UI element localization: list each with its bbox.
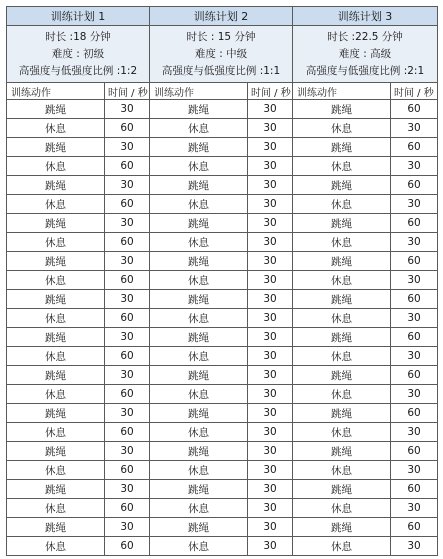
plan-2-action-cell: 跳绳: [150, 442, 248, 461]
plan-1-action-cell: 跳绳: [7, 214, 105, 233]
plan-2-time-cell: 30: [248, 461, 293, 480]
plan-2-info: [150, 26, 293, 83]
plan-1-action-cell: 跳绳: [7, 404, 105, 423]
plan-2-action-cell: 跳绳: [150, 328, 248, 347]
plan-1-action-cell: 休息: [7, 119, 105, 138]
table-row: [7, 499, 438, 518]
plan-3-time-cell: 60: [391, 518, 438, 537]
plan-1-time-cell: 60: [105, 499, 150, 518]
plan-3-action-cell: 休息: [293, 347, 391, 366]
plan-1-time-cell: 60: [105, 537, 150, 556]
plan-2-action-cell: 跳绳: [150, 176, 248, 195]
plan-2-time-cell: 30: [248, 385, 293, 404]
training-plans-table-container: [6, 6, 437, 556]
plan-3-action-cell: 休息: [293, 423, 391, 442]
plan-1-time-cell: 30: [105, 252, 150, 271]
plan-3-action-cell: 休息: [293, 309, 391, 328]
plan-1-action-cell: 休息: [7, 233, 105, 252]
plan-3-time-cell: 30: [391, 537, 438, 556]
plan-1-action-cell: 跳绳: [7, 518, 105, 537]
plan-1-title: 训练计划 1: [7, 7, 150, 26]
table-row: [7, 404, 438, 423]
plan-3-time-header: 时间 / 秒: [391, 83, 438, 100]
plan-3-time-cell: 60: [391, 252, 438, 271]
plan-3-action-cell: 休息: [293, 233, 391, 252]
plan-2-time-cell: 30: [248, 176, 293, 195]
table-row: [7, 518, 438, 537]
plan-1-time-cell: 30: [105, 480, 150, 499]
plan-1-time-header: 时间 / 秒: [105, 83, 150, 100]
plan-2-time-cell: 30: [248, 157, 293, 176]
plan-title-row: [7, 7, 438, 26]
plan-3-title: 训练计划 3: [293, 7, 438, 26]
plan-1-action-cell: 休息: [7, 309, 105, 328]
plan-2-action-cell: 跳绳: [150, 290, 248, 309]
plan-2-time-cell: 30: [248, 138, 293, 157]
exercise-rows: [7, 100, 438, 556]
table-row: [7, 309, 438, 328]
plan-2-action-cell: 跳绳: [150, 214, 248, 233]
plan-2-time-cell: 30: [248, 499, 293, 518]
plan-1-action-cell: 休息: [7, 271, 105, 290]
table-row: [7, 195, 438, 214]
plan-1-time-cell: 30: [105, 100, 150, 119]
plan-3-time-cell: 30: [391, 499, 438, 518]
plan-1-ratio: 高强度与低强度比例 :1:2: [18, 64, 138, 77]
plan-3-time-cell: 60: [391, 290, 438, 309]
plan-3-action-cell: 跳绳: [293, 138, 391, 157]
plan-3-duration: 时长 :22.5 分钟: [327, 30, 403, 43]
plan-2-time-cell: 30: [248, 233, 293, 252]
plan-3-action-cell: 跳绳: [293, 404, 391, 423]
plan-3-time-cell: 60: [391, 214, 438, 233]
plan-3-time-cell: 60: [391, 366, 438, 385]
plan-1-action-cell: 休息: [7, 347, 105, 366]
plan-2-time-cell: 30: [248, 480, 293, 499]
plan-3-time-cell: 30: [391, 271, 438, 290]
plan-3-action-cell: 休息: [293, 271, 391, 290]
plan-2-time-cell: 30: [248, 366, 293, 385]
plan-2-action-cell: 休息: [150, 309, 248, 328]
plan-3-time-cell: 30: [391, 233, 438, 252]
table-row: [7, 480, 438, 499]
table-row: [7, 385, 438, 404]
plan-3-time-cell: 30: [391, 157, 438, 176]
plan-3-action-cell: 休息: [293, 461, 391, 480]
plan-3-time-cell: 60: [391, 100, 438, 119]
plan-3-time-cell: 30: [391, 309, 438, 328]
plan-2-time-cell: 30: [248, 518, 293, 537]
plan-1-time-cell: 60: [105, 233, 150, 252]
table-row: [7, 328, 438, 347]
plan-3-action-cell: 休息: [293, 499, 391, 518]
plan-3-time-cell: 60: [391, 442, 438, 461]
plan-1-action-cell: 跳绳: [7, 290, 105, 309]
plan-2-action-cell: 跳绳: [150, 404, 248, 423]
plan-2-time-cell: 30: [248, 100, 293, 119]
plan-1-time-cell: 30: [105, 176, 150, 195]
plan-3-ratio: 高强度与低强度比例 :2:1: [305, 64, 425, 77]
plan-3-action-cell: 跳绳: [293, 252, 391, 271]
plan-1-action-header: 训练动作: [7, 83, 105, 100]
table-row: [7, 138, 438, 157]
plan-2-action-cell: 休息: [150, 385, 248, 404]
plan-1-action-cell: 休息: [7, 423, 105, 442]
plan-2-time-cell: 30: [248, 252, 293, 271]
plan-1-action-cell: 跳绳: [7, 328, 105, 347]
plan-1-duration: 时长 :18 分钟: [45, 30, 111, 43]
table-row: [7, 100, 438, 119]
table-row: [7, 233, 438, 252]
plan-3-action-cell: 跳绳: [293, 290, 391, 309]
plan-1-time-cell: 30: [105, 518, 150, 537]
plan-1-time-cell: 60: [105, 347, 150, 366]
plan-1-time-cell: 30: [105, 214, 150, 233]
plan-3-time-cell: 30: [391, 423, 438, 442]
table-row: [7, 290, 438, 309]
plan-1-action-cell: 跳绳: [7, 138, 105, 157]
table-row: [7, 347, 438, 366]
plan-3-action-cell: 跳绳: [293, 518, 391, 537]
plan-1-time-cell: 30: [105, 442, 150, 461]
plan-1-difficulty: 难度 : 初级: [51, 47, 105, 60]
table-row: [7, 157, 438, 176]
table-row: [7, 537, 438, 556]
plan-1-time-cell: 60: [105, 271, 150, 290]
plan-3-action-cell: 休息: [293, 385, 391, 404]
plan-1-time-cell: 30: [105, 138, 150, 157]
plan-3-action-cell: 跳绳: [293, 214, 391, 233]
plan-1-action-cell: 休息: [7, 195, 105, 214]
plan-1-action-cell: 休息: [7, 499, 105, 518]
plan-2-time-cell: 30: [248, 271, 293, 290]
plan-3-time-cell: 60: [391, 328, 438, 347]
plan-1-action-cell: 跳绳: [7, 176, 105, 195]
plan-2-action-cell: 休息: [150, 233, 248, 252]
plan-3-time-cell: 30: [391, 119, 438, 138]
column-header-row: [7, 83, 438, 100]
plan-1-action-cell: 休息: [7, 461, 105, 480]
plan-3-action-cell: 跳绳: [293, 442, 391, 461]
plan-1-action-cell: 跳绳: [7, 366, 105, 385]
plan-2-time-header: 时间 / 秒: [248, 83, 293, 100]
plan-2-action-cell: 跳绳: [150, 518, 248, 537]
plan-2-title: 训练计划 2: [150, 7, 293, 26]
plan-1-action-cell: 跳绳: [7, 480, 105, 499]
plan-2-action-cell: 跳绳: [150, 138, 248, 157]
plan-2-action-cell: 休息: [150, 157, 248, 176]
plan-3-time-cell: 60: [391, 176, 438, 195]
plan-3-action-cell: 休息: [293, 157, 391, 176]
plan-2-action-cell: 休息: [150, 537, 248, 556]
plan-1-action-cell: 休息: [7, 537, 105, 556]
plan-3-time-cell: 60: [391, 138, 438, 157]
plan-info-row: [7, 26, 438, 83]
table-row: [7, 423, 438, 442]
plan-2-action-cell: 休息: [150, 195, 248, 214]
plan-2-time-cell: 30: [248, 347, 293, 366]
plan-1-time-cell: 60: [105, 309, 150, 328]
plan-3-time-cell: 30: [391, 385, 438, 404]
plan-2-time-cell: 30: [248, 442, 293, 461]
plan-2-action-cell: 休息: [150, 347, 248, 366]
plan-2-difficulty: 难度 : 中级: [194, 47, 248, 60]
plan-2-action-cell: 跳绳: [150, 252, 248, 271]
plan-2-action-cell: 休息: [150, 119, 248, 138]
plan-1-time-cell: 60: [105, 385, 150, 404]
table-row: [7, 442, 438, 461]
plan-3-action-cell: 休息: [293, 537, 391, 556]
plan-2-time-cell: 30: [248, 328, 293, 347]
plan-2-time-cell: 30: [248, 195, 293, 214]
plan-2-action-header: 训练动作: [150, 83, 248, 100]
plan-3-difficulty: 难度 : 高级: [338, 47, 392, 60]
plan-2-action-cell: 休息: [150, 499, 248, 518]
plan-3-action-cell: 休息: [293, 119, 391, 138]
plan-2-action-cell: 跳绳: [150, 366, 248, 385]
plan-1-time-cell: 30: [105, 290, 150, 309]
plan-1-action-cell: 休息: [7, 385, 105, 404]
plan-3-time-cell: 30: [391, 195, 438, 214]
plan-3-time-cell: 30: [391, 347, 438, 366]
plan-1-time-cell: 60: [105, 423, 150, 442]
plan-3-time-cell: 60: [391, 480, 438, 499]
plan-1-action-cell: 跳绳: [7, 252, 105, 271]
plan-3-action-header: 训练动作: [293, 83, 391, 100]
table-row: [7, 461, 438, 480]
plan-1-action-cell: 休息: [7, 157, 105, 176]
table-row: [7, 252, 438, 271]
plan-1-time-cell: 30: [105, 404, 150, 423]
plan-2-time-cell: 30: [248, 214, 293, 233]
table-row: [7, 119, 438, 138]
plan-1-time-cell: 60: [105, 119, 150, 138]
plan-3-action-cell: 跳绳: [293, 100, 391, 119]
plan-2-duration: 时长 : 15 分钟: [186, 30, 256, 43]
plan-1-time-cell: 60: [105, 461, 150, 480]
plan-1-info: [7, 26, 150, 83]
training-plans-table: [6, 6, 438, 556]
table-row: [7, 214, 438, 233]
plan-3-action-cell: 休息: [293, 195, 391, 214]
plan-1-time-cell: 30: [105, 366, 150, 385]
plan-1-action-cell: 跳绳: [7, 100, 105, 119]
plan-3-info: [293, 26, 438, 83]
plan-2-action-cell: 跳绳: [150, 100, 248, 119]
plan-3-action-cell: 跳绳: [293, 480, 391, 499]
plan-2-time-cell: 30: [248, 404, 293, 423]
table-row: [7, 271, 438, 290]
plan-1-time-cell: 60: [105, 157, 150, 176]
plan-1-time-cell: 60: [105, 195, 150, 214]
plan-1-action-cell: 跳绳: [7, 442, 105, 461]
plan-2-time-cell: 30: [248, 290, 293, 309]
plan-3-action-cell: 跳绳: [293, 366, 391, 385]
plan-2-time-cell: 30: [248, 537, 293, 556]
plan-2-action-cell: 休息: [150, 461, 248, 480]
plan-2-action-cell: 跳绳: [150, 480, 248, 499]
plan-3-action-cell: 跳绳: [293, 328, 391, 347]
plan-2-time-cell: 30: [248, 119, 293, 138]
plan-2-time-cell: 30: [248, 423, 293, 442]
plan-3-time-cell: 30: [391, 461, 438, 480]
table-row: [7, 176, 438, 195]
plan-2-ratio: 高强度与低强度比例 :1:1: [161, 64, 281, 77]
plan-1-time-cell: 30: [105, 328, 150, 347]
plan-3-time-cell: 60: [391, 404, 438, 423]
plan-2-action-cell: 休息: [150, 423, 248, 442]
plan-2-action-cell: 休息: [150, 271, 248, 290]
plan-3-action-cell: 跳绳: [293, 176, 391, 195]
plan-2-time-cell: 30: [248, 309, 293, 328]
table-row: [7, 366, 438, 385]
